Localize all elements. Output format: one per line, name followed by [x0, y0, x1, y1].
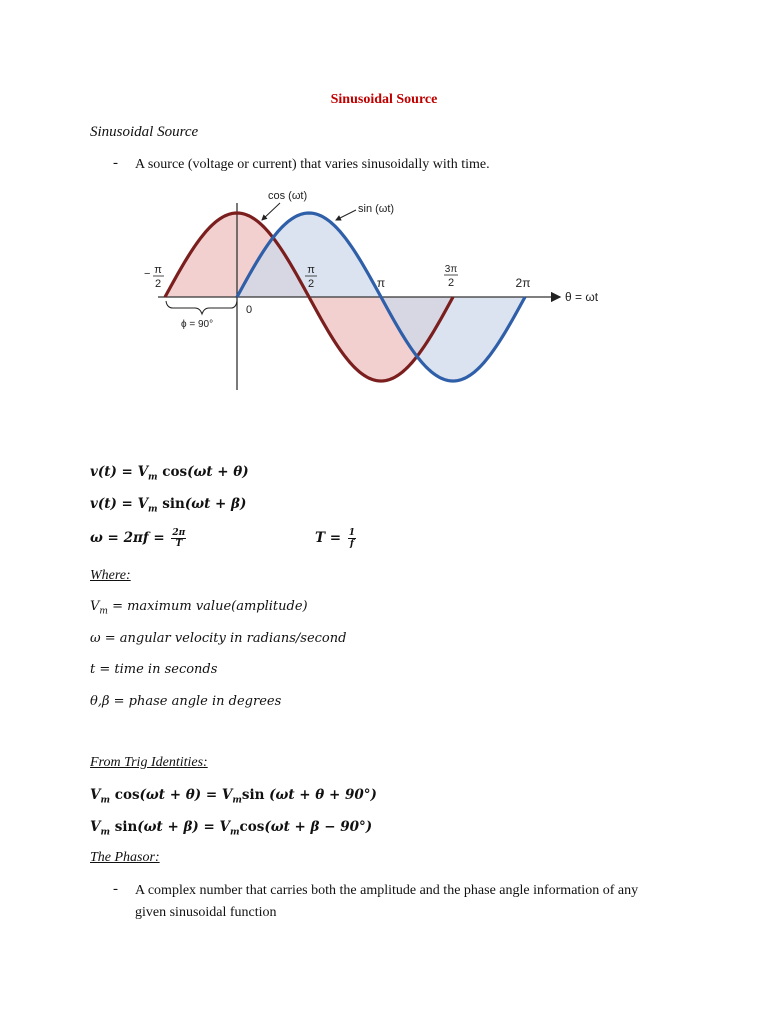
eq-omega-lhs: ω = 2πf =: [90, 530, 165, 546]
bullet-text-2: [135, 880, 695, 924]
def-phase: θ,β = phase angle in degrees: [90, 694, 282, 709]
phase-brace: [166, 301, 237, 314]
eq-v-sin: $v(t) = V_m$ sin(ωt + β): [90, 496, 247, 515]
svg-text:π: π: [307, 264, 315, 276]
cos-pointer: [262, 203, 280, 220]
bullet-text-2-line1: A complex number that carries both the amplitude and the phase angle information of any: [135, 883, 639, 898]
eq-v-cos-text: $v(t) = V_m$ cos(ωt + θ): [90, 464, 249, 483]
svg-text:−: −: [144, 268, 151, 280]
bullet-dash: -: [113, 155, 118, 171]
phasor-heading: The Phasor:: [90, 850, 160, 865]
trig-heading: From Trig Identities:: [90, 755, 208, 770]
eq-period: [315, 528, 356, 549]
def-t: t = time in seconds: [90, 662, 218, 677]
tick-neg-pi-half: [144, 264, 164, 290]
svg-text:2: 2: [154, 278, 162, 290]
bullet-text: A source (voltage or current) that varies sinusoidally with time.: [135, 157, 490, 172]
eq-v-cos: [90, 464, 249, 483]
tick-pi: π: [376, 276, 386, 290]
svg-text:3π: 3π: [444, 264, 458, 275]
axis-label: θ = ωt: [565, 290, 599, 304]
phase-label: ϕ = 90°: [181, 319, 214, 330]
bullet-dash-2: -: [113, 881, 118, 897]
sin-pointer: [336, 210, 356, 220]
trig-identity-2: $V_m$ $\sin(\omega t + \beta) = V_m\cos(\omega t + \beta - 90^\circ)$: [90, 819, 373, 838]
svg-text:2: 2: [307, 278, 315, 290]
tick-two-pi: 2π: [515, 276, 531, 290]
where-heading: Where:: [90, 568, 131, 583]
tick-three-pi-half: [444, 264, 458, 289]
eq-omega: [90, 528, 186, 549]
trig-identity-1: $V_m$ $\cos(\omega t + \theta) = V_m\sin$ (ωt + θ + 90°): [90, 787, 377, 806]
svg-text:π: π: [154, 264, 162, 276]
eq-period-frac: $\frac{1}{f}$: [348, 528, 356, 549]
def-vm: $V_m$ = maximum value(amplitude): [90, 599, 308, 617]
eq-omega-frac: $\frac{2\pi}{T}$: [172, 528, 186, 549]
svg-text:2: 2: [447, 277, 455, 289]
cos-label: cos (ωt): [268, 190, 308, 202]
eq-period-lhs: T =: [315, 530, 342, 546]
sin-label: sin (ωt): [358, 203, 395, 215]
page-title: Sinusoidal Source: [330, 92, 438, 107]
sinusoid-figure: [140, 183, 610, 398]
section-heading: Sinusoidal Source: [90, 124, 199, 140]
tick-zero: 0: [246, 304, 253, 316]
def-omega: ω = angular velocity in radians/second: [90, 631, 347, 646]
bullet-text-2-line2: given sinusoidal function: [135, 905, 277, 920]
